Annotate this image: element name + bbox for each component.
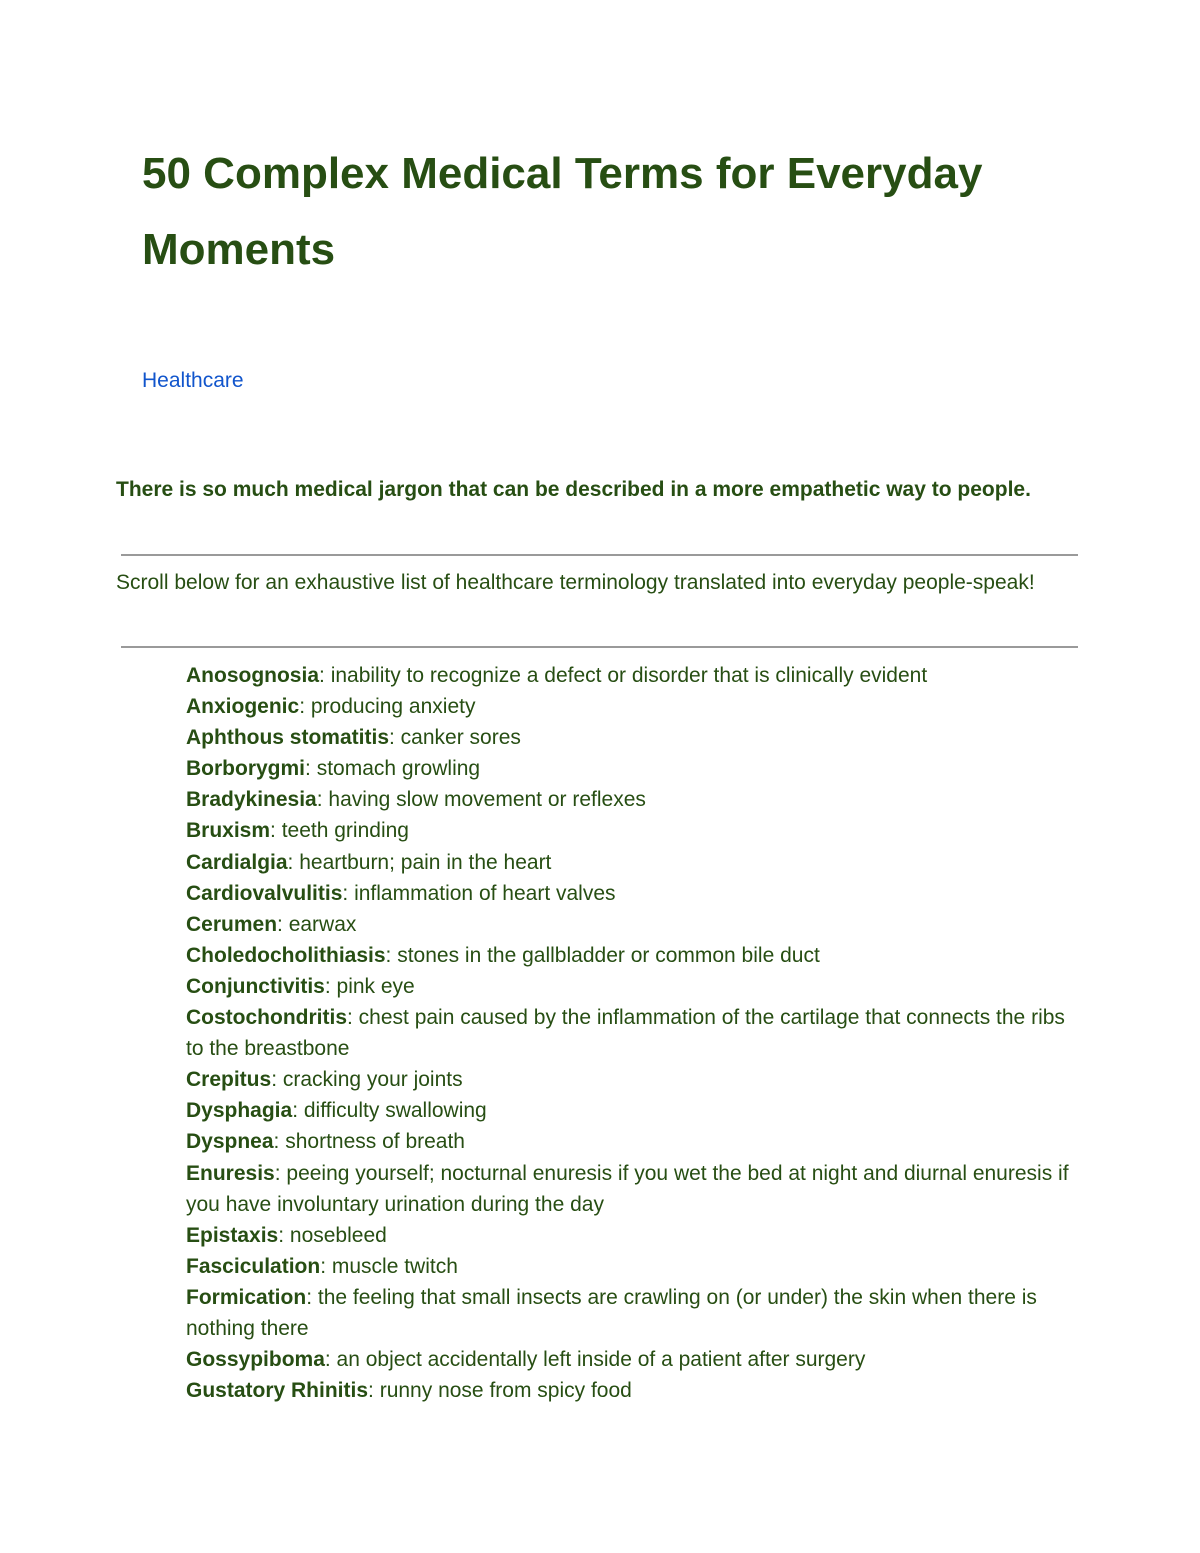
term-definition: shortness of breath xyxy=(285,1130,465,1154)
horizontal-divider-top xyxy=(121,554,1078,556)
term-word: Enuresis xyxy=(186,1161,275,1185)
list-item xyxy=(186,1251,1076,1282)
term-definition: the feeling that small insects are crawling on (or under) the skin when there is nothing there xyxy=(186,1285,1037,1340)
term-definition: nosebleed xyxy=(289,1223,387,1247)
term-separator: : xyxy=(277,912,289,936)
term-word: Epistaxis xyxy=(186,1223,279,1247)
term-definition: earwax xyxy=(288,912,357,936)
list-item xyxy=(186,1220,1076,1251)
term-word: Bradykinesia xyxy=(186,788,317,812)
term-definition: chest pain caused by the inflammation of the cartilage that connects the ribs to the breastbone xyxy=(186,1006,1065,1061)
list-item xyxy=(186,660,1076,691)
term-definition: muscle twitch xyxy=(331,1254,458,1278)
term-separator: : xyxy=(271,1068,283,1092)
term-separator: : xyxy=(299,695,311,719)
term-separator: : xyxy=(389,726,401,750)
list-item xyxy=(186,1126,1076,1157)
term-separator: : xyxy=(270,819,282,843)
term-separator: : xyxy=(319,664,331,687)
list-item xyxy=(186,847,1076,878)
term-definition: inability to recognize a defect or disorder that is clinically evident xyxy=(330,664,928,687)
term-word: Aphthous stomatitis xyxy=(186,726,389,750)
term-definition: an object accidentally left inside of a patient after surgery xyxy=(336,1348,866,1372)
term-word: Dysphagia xyxy=(186,1099,293,1123)
term-word: Choledocholithiasis xyxy=(186,943,386,967)
term-word: Dyspnea xyxy=(186,1130,274,1154)
term-definition: inflammation of heart valves xyxy=(354,881,616,905)
term-separator: : xyxy=(320,1254,332,1278)
term-separator: : xyxy=(324,1348,337,1372)
term-word: Anosognosia xyxy=(186,664,320,687)
term-definition: producing anxiety xyxy=(310,695,476,719)
term-separator: : xyxy=(292,1099,304,1123)
page-title: 50 Complex Medical Terms for Everyday Moments xyxy=(142,149,983,274)
term-word: Anxiogenic xyxy=(186,695,300,719)
term-word: Fasciculation xyxy=(186,1254,321,1278)
term-definition: runny nose from spicy food xyxy=(379,1379,632,1403)
list-item xyxy=(186,1375,1076,1406)
term-word: Gustatory Rhinitis xyxy=(186,1379,369,1403)
term-separator: : xyxy=(368,1379,380,1403)
term-separator: : xyxy=(385,943,398,967)
horizontal-divider-bottom xyxy=(121,646,1078,648)
list-item xyxy=(186,784,1076,815)
list-item xyxy=(186,878,1076,909)
list-item xyxy=(186,1344,1076,1375)
term-word: Conjunctivitis xyxy=(186,974,325,998)
term-separator: : xyxy=(347,1006,359,1030)
intro-paragraph: There is so much medical jargon that can be described in a more empathetic way to people. xyxy=(116,478,1031,501)
term-separator: : xyxy=(287,850,300,874)
term-word: Bruxism xyxy=(186,819,271,843)
term-separator: : xyxy=(274,1161,287,1185)
list-item xyxy=(186,722,1076,753)
term-word: Gossypiboma xyxy=(186,1348,325,1372)
list-item xyxy=(186,971,1076,1002)
term-definition: stones in the gallbladder or common bile duct xyxy=(397,943,820,967)
term-definition: pink eye xyxy=(336,974,415,998)
term-definition: stomach growling xyxy=(316,757,481,781)
term-separator: : xyxy=(324,974,337,998)
list-item xyxy=(186,815,1076,846)
term-definition: cracking your joints xyxy=(282,1068,463,1092)
term-word: Borborygmi xyxy=(186,757,306,781)
term-definition: difficulty swallowing xyxy=(303,1099,487,1123)
term-word: Cardialgia xyxy=(186,850,288,874)
term-word: Cerumen xyxy=(186,912,278,936)
term-definition: peeing yourself; nocturnal enuresis if you wet the bed at night and diurnal enuresis if you have involuntary urination during the day xyxy=(186,1161,1069,1216)
list-item xyxy=(186,909,1076,940)
list-item xyxy=(186,940,1076,971)
list-item xyxy=(186,1282,1076,1344)
term-definition: having slow movement or reflexes xyxy=(328,788,646,812)
list-item xyxy=(186,753,1076,784)
term-separator: : xyxy=(273,1130,286,1154)
term-separator: : xyxy=(306,1285,318,1309)
term-list xyxy=(186,660,1076,1406)
term-word: Cardiovalvulitis xyxy=(186,881,343,905)
category-link-healthcare[interactable]: Healthcare xyxy=(142,369,244,392)
list-item xyxy=(186,1095,1076,1126)
term-word: Costochondritis xyxy=(186,1006,347,1030)
term-separator: : xyxy=(278,1223,290,1247)
list-item xyxy=(186,1064,1076,1095)
term-word: Formication xyxy=(186,1285,307,1309)
scroll-note: Scroll below for an exhaustive list of healthcare terminology translated into everyday people-speak! xyxy=(116,571,1035,594)
list-item xyxy=(186,1002,1076,1064)
term-separator: : xyxy=(305,757,317,781)
list-item xyxy=(186,691,1076,722)
term-definition: teeth grinding xyxy=(281,819,409,843)
term-definition: heartburn; pain in the heart xyxy=(299,850,552,874)
term-separator: : xyxy=(342,881,355,905)
term-word: Crepitus xyxy=(186,1068,272,1092)
list-item xyxy=(186,1158,1076,1220)
term-definition: canker sores xyxy=(400,726,521,750)
term-separator: : xyxy=(316,788,329,812)
